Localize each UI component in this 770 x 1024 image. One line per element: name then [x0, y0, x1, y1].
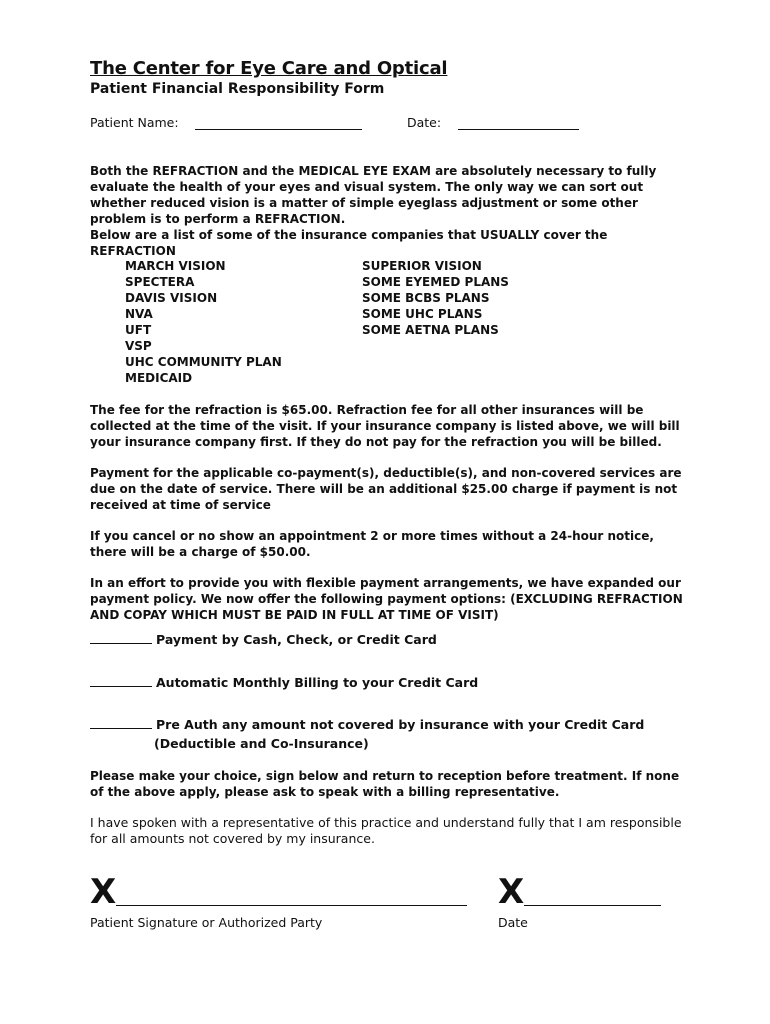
- signature-date-label: Date: [498, 915, 528, 930]
- date-field[interactable]: [458, 129, 579, 130]
- list-item: SOME BCBS PLANS: [362, 291, 490, 305]
- option-blank[interactable]: [90, 675, 152, 687]
- choice-paragraph: Please make your choice, sign below and return to reception before treatment. If none of the above apply, please ask to speak with a billing representative.: [90, 769, 680, 799]
- list-item: MEDICAID: [125, 371, 193, 385]
- list-item: SPECTERA: [125, 275, 195, 289]
- list-item: SUPERIOR VISION: [362, 259, 482, 273]
- option-pre-auth-note: (Deductible and Co-Insurance): [154, 736, 369, 751]
- payment-options-intro: In an effort to provide you with flexible payment arrangements, we have expanded our payment policy. We now offer the following payment options: (EXCLUDING REFRACTION AND COPAY WHICH MUST BE PAID IN FULL AT TIME OF VISIT): [90, 576, 683, 622]
- intro-paragraph: Both the REFRACTION and the MEDICAL EYE EXAM are absolutely necessary to fully evaluate the health of your eyes and visual system. The only way we can sort out whether reduced vision is a matter of simple eyeglass adjustment or some other problem is to perform a REFRACTION.: [90, 164, 657, 226]
- insurance-list-left: [125, 258, 282, 386]
- list-item: UHC COMMUNITY PLAN: [125, 355, 282, 369]
- list-item: MARCH VISION: [125, 259, 226, 273]
- option-label: Pre Auth any amount not covered by insurance with your Credit Card: [156, 717, 645, 732]
- option-cash-check-card: [90, 632, 437, 647]
- signature-date-line[interactable]: [524, 905, 661, 906]
- insurance-list-intro: Below are a list of some of the insurance companies that USUALLY cover the REFRACTION: [90, 228, 608, 258]
- option-label: Payment by Cash, Check, or Credit Card: [156, 632, 437, 647]
- patient-name-field[interactable]: [195, 129, 362, 130]
- list-item: SOME UHC PLANS: [362, 307, 483, 321]
- acknowledgement-paragraph: I have spoken with a representative of this practice and understand fully that I am responsible for all amounts not covered by my insurance.: [90, 815, 682, 846]
- list-item: VSP: [125, 339, 152, 353]
- list-item: DAVIS VISION: [125, 291, 218, 305]
- list-item: SOME EYEMED PLANS: [362, 275, 509, 289]
- signature-label: Patient Signature or Authorized Party: [90, 915, 323, 930]
- insurance-list-right: [362, 258, 509, 338]
- option-label: Automatic Monthly Billing to your Credit Card: [156, 675, 479, 690]
- date-x-mark: X: [498, 872, 525, 912]
- fee-paragraph: The fee for the refraction is $65.00. Refraction fee for all other insurances will be collected at the time of the visit. If your insurance company is listed above, we will bill your insurance company first. If they do not pay for the refraction you will be billed.: [90, 403, 680, 449]
- option-blank[interactable]: [90, 632, 152, 644]
- option-blank[interactable]: [90, 717, 152, 729]
- signature-x-mark: X: [90, 872, 117, 912]
- list-item: SOME AETNA PLANS: [362, 323, 499, 337]
- option-monthly-billing: [90, 675, 478, 690]
- payment-paragraph: Payment for the applicable co-payment(s), deductible(s), and non-covered services are due on the date of service. There will be an additional $25.00 charge if payment is not received at time of service: [90, 466, 682, 512]
- date-label: Date:: [407, 115, 442, 130]
- patient-name-label: Patient Name:: [90, 115, 179, 130]
- cancellation-paragraph: If you cancel or no show an appointment 2 or more times without a 24-hour notice, there will be a charge of $50.00.: [90, 529, 654, 559]
- page-title: The Center for Eye Care and Optical: [90, 58, 448, 79]
- signature-line[interactable]: [116, 905, 467, 906]
- form-subtitle: Patient Financial Responsibility Form: [90, 81, 385, 97]
- option-pre-auth: [90, 717, 644, 732]
- list-item: UFT: [125, 323, 152, 337]
- list-item: NVA: [125, 307, 153, 321]
